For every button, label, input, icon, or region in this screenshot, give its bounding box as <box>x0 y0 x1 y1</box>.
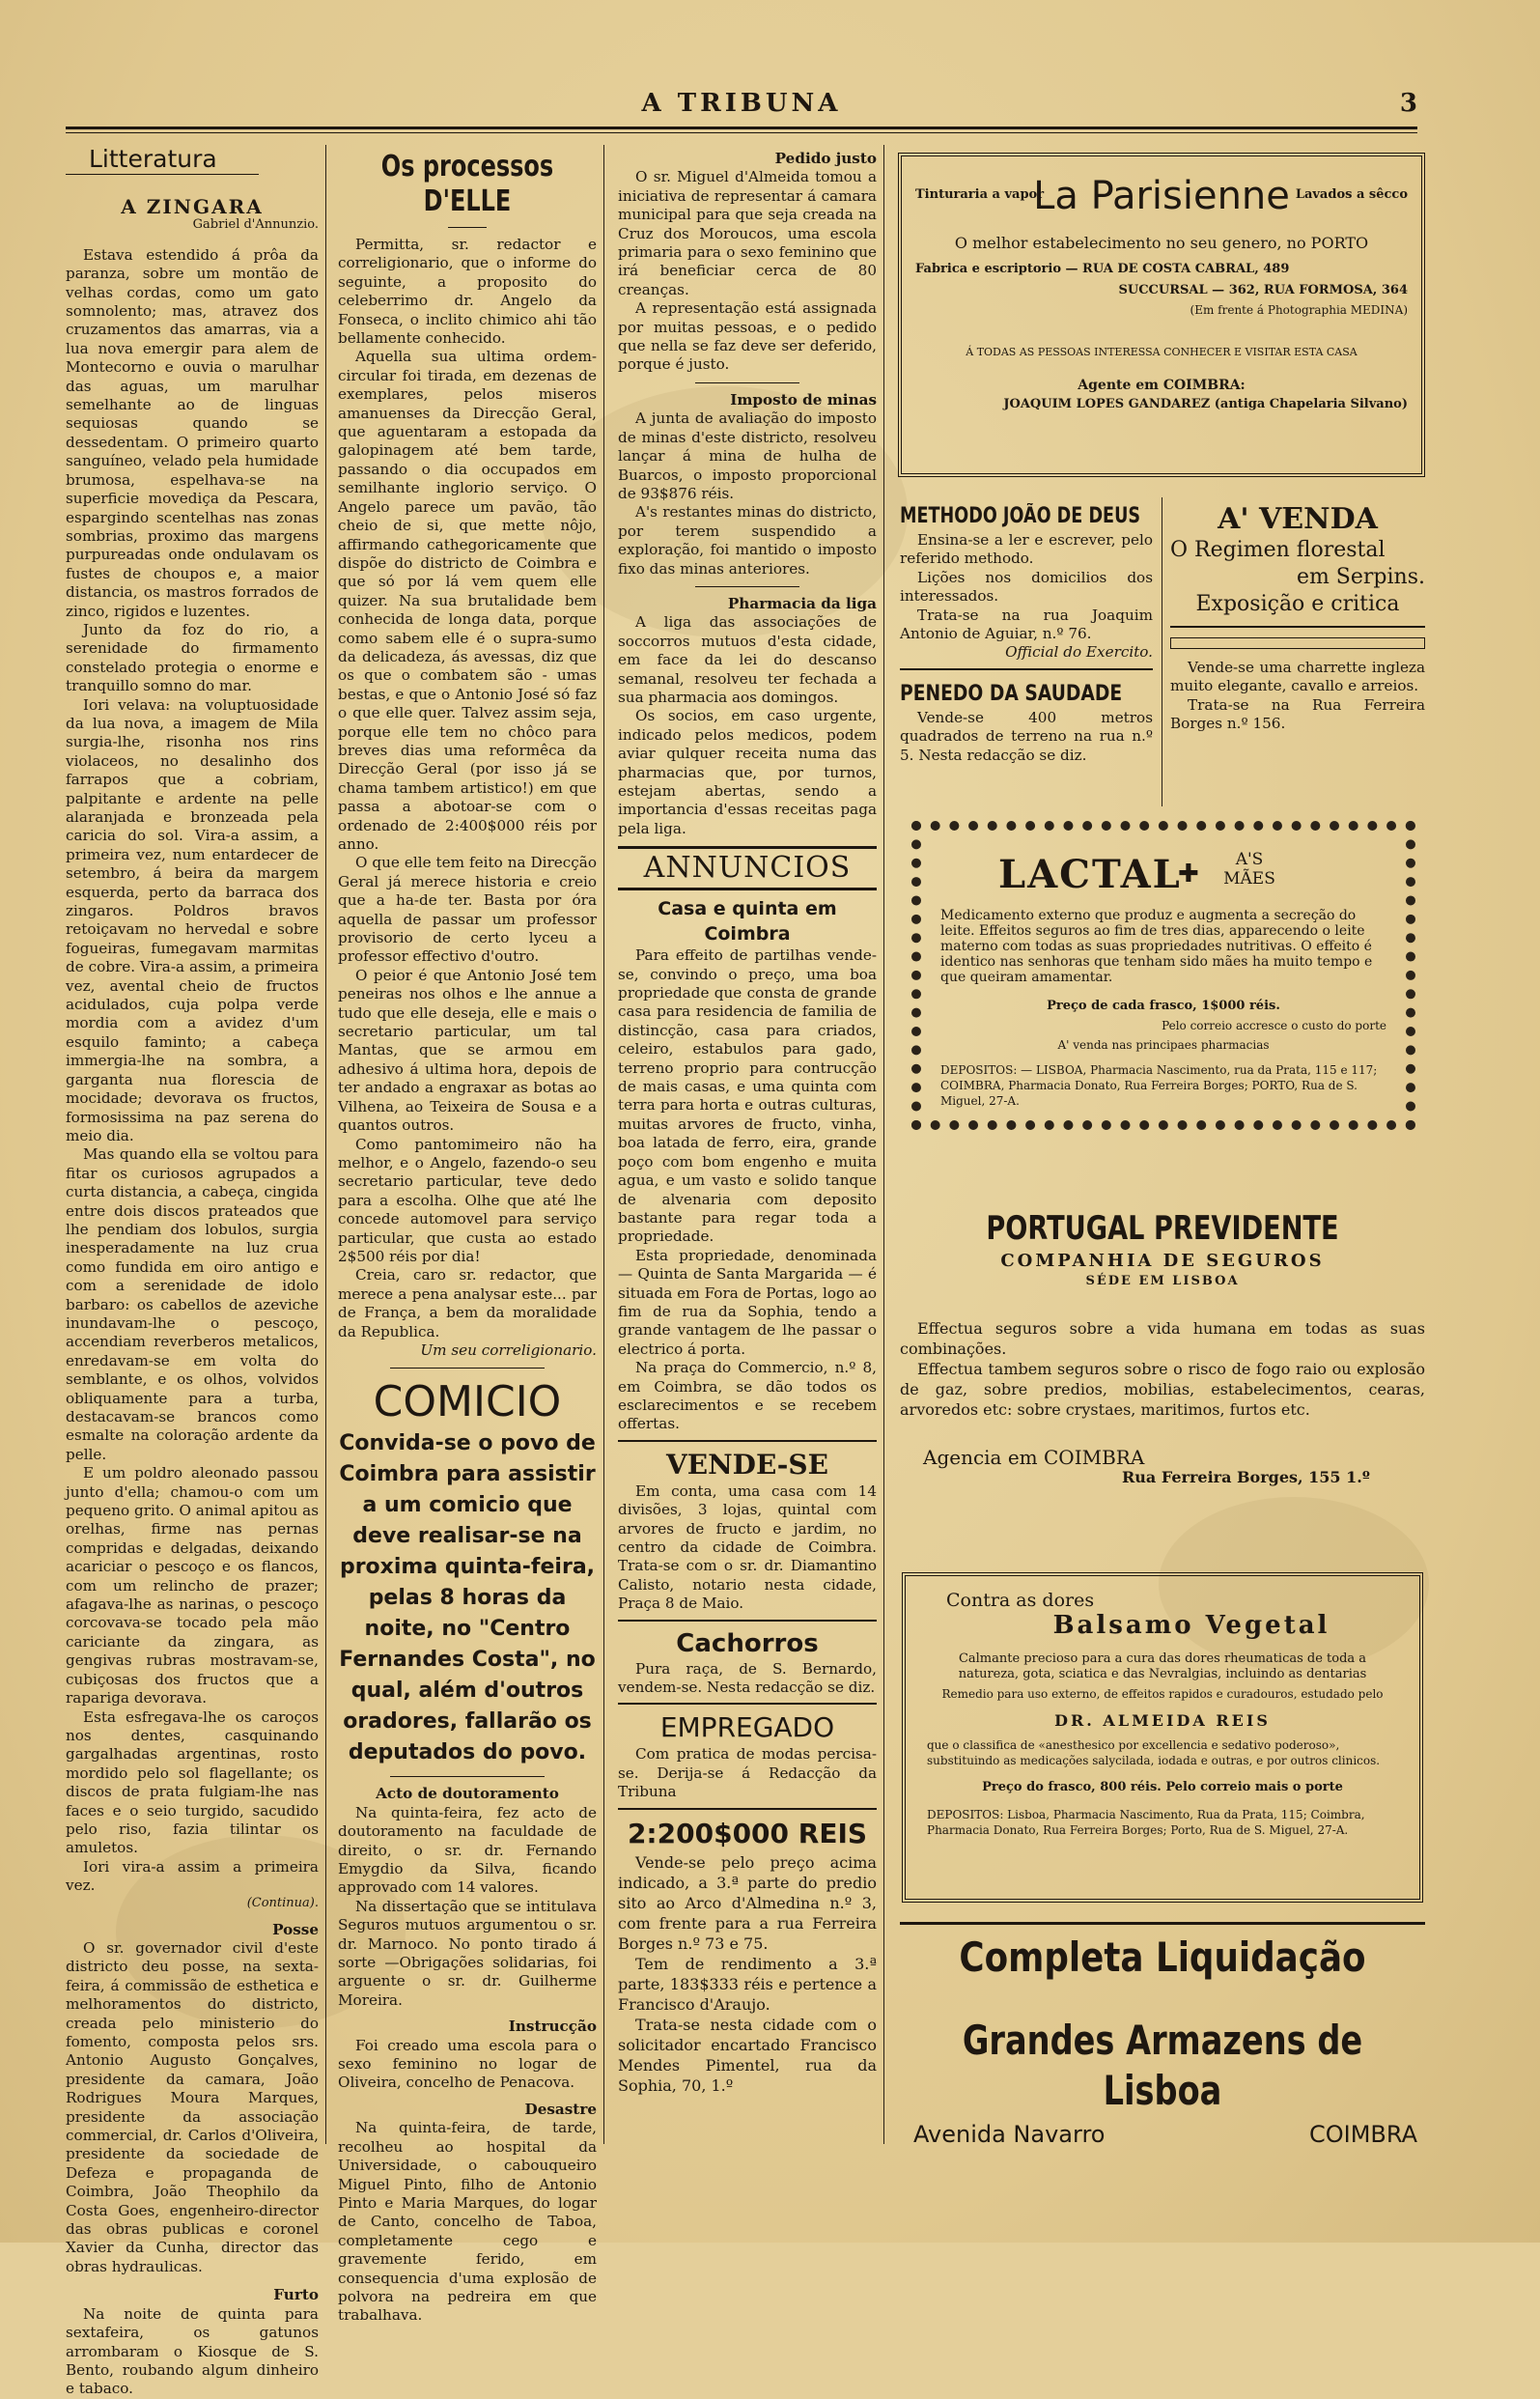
lactal-name: LACTAL <box>998 852 1182 897</box>
reis-text: Tem de rendimento a 3.ª parte, 183$333 réis e pertence a Francisco d'Araujo. <box>618 1954 877 2014</box>
previdente-text: Effectua seguros sobre a vida humana em todas as suas combinações. <box>900 1319 1425 1359</box>
cachorros-text: Pura raça, de S. Bernardo, vendem-se. Nesta redacção se diz. <box>618 1659 877 1697</box>
pedido-text: O sr. Miguel d'Almeida tomou a iniciativa de representar á camara municipal para que seja creada na Cruz dos Moroucos, uma escola primaria para o sexo feminino que irá beneficiar cerca de 80 creanças. <box>618 168 877 298</box>
comicio-text: Convida-se o povo de Coimbra para assistir a um comicio que deve realisar-se na proxima quinta-feira, pelas 8 horas da noite, no "Centro Fernandes Costa", no qual, além d'outros oradores, fallarão os deputados do povo. <box>339 1431 596 1765</box>
divider-thick <box>900 1922 1425 1925</box>
reis-text: Vende-se pelo preço acima indicado, a 3.ª parte do predio sito ao Arco d'Almedina n.º 3, com frente para a rua Ferreira Borges n.º 73 e 75. <box>618 1852 877 1953</box>
section-title: Litteratura <box>89 145 217 173</box>
acto-text: Na dissertação que se intitulava Seguros mutuos argumentou o sr. dr. Marnoco. No ponto tirado á sorte —Obrigações solidarias, foi arguente o sr. dr. Guilherme Moreira. <box>338 1897 597 2009</box>
story-author: Gabriel d'Annunzio. <box>192 216 319 232</box>
ad-methodo <box>900 502 1153 765</box>
posse-title: Posse <box>272 1920 319 1938</box>
previdente-address: Rua Ferreira Borges, 155 1.º <box>1122 1467 1370 1486</box>
casa-text: Na praça do Commercio, n.º 8, em Coimbra, se dão todos os esclarecimentos e se recebem offertas. <box>618 1359 877 1433</box>
methodo-text: Lições nos domicilios dos interessados. <box>900 568 1153 606</box>
balsamo-doctor: DR. ALMEIDA REIS <box>1054 1711 1271 1730</box>
column-litteratura <box>66 145 319 2399</box>
acto-title: Acto de doutoramento <box>376 1785 559 1803</box>
previdente-text: Effectua tambem seguros sobre o risco de fogo raio ou explosão de gaz, sobre predios, mobilias, estabelecimentos, cearas, arvoredos etc: sobre crystaes, maritimos, furtos etc. <box>900 1360 1425 1420</box>
penedo-title: PENEDO DA SAUDADE <box>900 681 1123 706</box>
divider <box>618 1620 877 1622</box>
lactal-price: Preço de cada frasco, 1$000 réis. <box>1047 999 1280 1013</box>
divider <box>900 668 1153 670</box>
parisienne-left: Tinturaria a vapor <box>915 187 1045 202</box>
column-rule <box>603 145 604 2144</box>
vende-title: VENDE-SE <box>666 1448 828 1481</box>
pedido-text: A representação está assignada por muitas pessoas, e o pedido que nella se faz deve ser deferido, porque é justo. <box>618 299 877 374</box>
penedo-text: Vende-se 400 metros quadrados de terreno na rua n.º 5. Nesta redacção se diz. <box>900 708 1153 764</box>
balsamo-text: que o classifica de «anesthesico por excellencia e sedativo poderoso», substituindo as medicações salycilada, iodada e outras, e por outros clinicos. <box>927 1738 1381 1767</box>
parisienne-right: Lavados a sêcco <box>1295 187 1408 202</box>
furto-title: Furto <box>273 2286 319 2304</box>
lactal-cross-icon: ✚ <box>1178 860 1199 889</box>
story-paragraph: E um poldro aleonado passou junto d'ella; chamou-o com um pequeno grito. O animal apitou as orelhas, firme nas pernas compridas e delgadas, deixando acariciar o pescoço e os flancos, com um relincho de prazer; afagava-lhe as narinas, o pescoço corcovava-se tocado pela mão cariciante da zingara, as gengivas rubras mostravam-se, cubiçosas dos fructos que a rapariga devorava. <box>66 1464 319 1708</box>
divider <box>390 1776 546 1777</box>
divider <box>695 382 798 383</box>
article-paragraph: O peior é que Antonio José tem peneiras nos olhos e lhe annue a tudo que elle deseja, elle e mais o secretario particular, um tal Mantas, que se armou em adhesivo á ultima hora, depois de ter andado a engraxar as botas ao Vilhena, ao Teixeira de Sousa e a quantos outros. <box>338 966 597 1135</box>
balsamo-text: Calmante precioso para a cura das dores rheumaticas de toda a natureza, gota, sciatica e das Nevralgias, incluindo as dentarias <box>958 1651 1367 1681</box>
parisienne-name: La Parisienne <box>1033 174 1290 218</box>
divider <box>695 586 798 587</box>
page-header <box>66 89 1417 120</box>
instruccao-text: Foi creado uma escola para o sexo feminino no logar de Oliveira, concelho de Penacova. <box>338 2036 597 2092</box>
desastre-text: Na quinta-feira, de tarde, recolheu ao hospital da Universidade, o cabouqueiro Miguel Pinto, filho de Antonio Pinto e Maria Marques, do logar de Canto, concelho de Taboa, completamente cego e gravemente ferido, em consequencia d'uma explosão de polvora na pedreira em que trabalhava. <box>338 2119 597 2325</box>
newspaper-title: A TRIBUNA <box>641 89 842 118</box>
previdente-agency: Agencia em COIMBRA <box>923 1446 1145 1470</box>
story-paragraph: Iori vira-a assim a primeira vez. <box>66 1857 319 1895</box>
ad-a-venda <box>1170 502 1425 734</box>
story-continues: (Continua). <box>246 1895 319 1910</box>
avenda-title: A' VENDA <box>1218 502 1378 536</box>
desastre-title: Desastre <box>524 2100 597 2118</box>
article-paragraph: Permitta, sr. redactor e correligionario, que o informe do seguinte, a proposito do celeberrimo dr. Angelo da Fonseca, o inclito chimico ahi tão bellamente conhecido. <box>338 236 597 348</box>
divider <box>618 1440 877 1442</box>
cachorros-title: Cachorros <box>676 1628 819 1658</box>
charrette-text: Trata-se na Rua Ferreira Borges n.º 156. <box>1170 695 1425 733</box>
column-rule <box>883 145 884 2144</box>
casa-title: Casa e quinta em Coimbra <box>658 898 837 945</box>
methodo-text: Ensina-se a ler e escrever, pelo referido methodo. <box>900 531 1153 568</box>
ad-la-parisienne <box>898 153 1425 477</box>
methodo-text: Trata-se na rua Joaquim Antonio de Aguiar, n.º 76. <box>900 606 1153 643</box>
divider <box>390 1368 546 1369</box>
liquidacao-title: Completa Liquidação <box>959 1933 1366 1981</box>
header-rule-thin <box>66 132 1417 133</box>
pharmacia-text: Os socios, em caso urgente, indicado pelos medicos, podem aviar qulquer receita numa das pharmacias que, por turnos, estejam abertas, sendo a importancia d'essas receitas paga pela liga. <box>618 707 877 837</box>
story-paragraph: Mas quando ella se voltou para fitar os curiosos agrupados a curta distancia, a cabeça, cingida entre dois discos prateados que lhe pendiam dos lobulos, surgia inesperadamente na luz crua como fundida em oiro antigo e com a serenidade de idolo barbaro: os cabellos de azeviche inundavam-lhe o pescoço, accendiam reverberos metalicos, enredavam-se em volta do semblante, e os olhos, volvidos obliquamente para a turba, destacavam-se brancos como esmalte na coloração ardente da pelle. <box>66 1145 319 1463</box>
instruccao-title: Instrucção <box>508 2018 597 2036</box>
balsamo-title: Balsamo Vegetal <box>1052 1611 1330 1640</box>
column-noticias <box>618 150 877 2096</box>
armazens-title: Grandes Armazens de Lisboa <box>962 2017 1363 2114</box>
imposto-text: A's restantes minas do districto, por terem suspendido a exploração, foi mantido o imposto fixo das minas anteriores. <box>618 503 877 578</box>
page-number: 3 <box>1399 89 1417 118</box>
balsamo-depositos: DEPOSITOS: Lisboa, Pharmacia Nascimento, Rua da Prata, 115; Coimbra, Pharmacia Donato, Rua Ferreira Borges; Porto, Rua de S. Miguel, 27-A. <box>927 1808 1365 1837</box>
acto-text: Na quinta-feira, fez acto de doutoramento na faculdade de direito, o sr. dr. Fernando Emygdio da Silva, ficando approvado com 14 valores. <box>338 1803 597 1897</box>
parisienne-line7: JOAQUIM LOPES GANDAREZ (antiga Chapelaria Silvano) <box>1003 397 1408 411</box>
article-paragraph: Creia, caro sr. redactor, que merece a pena analysar este... par de França, a bem da moralidade da Republica. <box>338 1266 597 1341</box>
story-title: A ZINGARA <box>121 195 264 219</box>
furto-text: Na noite de quinta para sextafeira, os gatunos arrombaram o Kiosque de S. Bento, roubando algum dinheiro e tabaco. <box>66 2304 319 2398</box>
empregado-text: Com pratica de modas percisa-se. Derija-se á Redacção da Tribuna <box>618 1745 877 1801</box>
comicio-title: COMICIO <box>373 1377 562 1427</box>
lactal-sub: A'S MÃES <box>1223 850 1275 889</box>
lactal-depositos: DEPOSITOS: — LISBOA, Pharmacia Nascimento, rua da Prata, 115 e 117; COIMBRA, Pharmacia Donato, Rua Ferreira Borges; PORTO, Rua de S. Miguel, 27-A. <box>940 1063 1378 1108</box>
avenda-line2: em Serpins. <box>1296 565 1425 589</box>
divider <box>618 1808 877 1810</box>
imposto-text: A junta de avaliação do imposto de minas d'este districto, resolveu lançar á mina de hulha de Buarcos, o imposto proporcional de 93$876 réis. <box>618 409 877 502</box>
parisienne-line6: Agente em COIMBRA: <box>1078 378 1246 393</box>
lactal-text: Medicamento externo que produz e augmenta a secreção do leite. Effeitos seguros ao fim de tres dias, apparecendo o leite materno com todas as suas propriedades nutritivas. O effeito é identico nas senhoras que tenham sido mães ha muito tempo e que queiram amamentar. <box>940 908 1373 985</box>
previdente-subtitle: COMPANHIA DE SEGUROS <box>1000 1251 1325 1271</box>
pedido-title: Pedido justo <box>774 150 877 167</box>
balsamo-price: Preço do frasco, 800 réis. Pelo correio mais o porte <box>982 1780 1343 1794</box>
story-paragraph: Iori velava: na voluptuosidade da lua nova, a imagem de Mila surgia-lhe, risonha nos rins violaceos, no desalinho dos farrapos que a cobriam, palpitante e ardente na pelle alaranjada e bronzeada pela caricia do sol. Vira-a assim, a primeira vez, num entardecer de setembro, á beira da margem esquerda, perto da barraca dos zingaros. Poldros bravos retoiçavam no hervedal e sobre fogueiras, fumegavam marmitas de cobre. Vira-a assim, a primeira vez, avental cheio de fructos acidulados, cuja polpa verde mordia com a avidez d'um esquilo faminto; a cabeça immergia-lhe na sombra, a garganta nua florescia de mocidade; devorava os fructos, formosissima na paz serena do meio dia. <box>66 695 319 1144</box>
header-rule <box>66 127 1417 129</box>
imposto-title: Imposto de minas <box>730 390 877 409</box>
ad-balsamo-vegetal <box>902 1572 1423 1903</box>
posse-text: O sr. governador civil d'este districto deu posse, na sexta-feira, á commissão de esthetica e melhoramentos do districto, creada pelo ministerio do fomento, composta pelos srs. Antonio Augusto Gonçalves, presidente da camara, João Rodrigues Moura Marques, presidente da associação commercial, dr. Carlos d'Oliveira, presidente da sociedade de Defeza e propaganda de Coimbra, João Theophilo da Costa Goes, engenheiro-director das obras publicas e coronel Xavier da Cunha, director das obras hydraulicas. <box>66 1938 319 2275</box>
story-paragraph: Junto da foz do rio, a serenidade do firmamento constelado protegia o enorme e tranquillo somno do mar. <box>66 620 319 695</box>
divider-thick <box>618 888 877 890</box>
reis-title: 2:200$000 REIS <box>627 1817 868 1849</box>
avenda-line1: O Regimen florestal <box>1170 538 1386 562</box>
column-rule <box>325 145 326 2144</box>
balsamo-text: Remedio para uso externo, de effeitos rapidos e curadouros, estudado pelo <box>941 1687 1384 1701</box>
article-title: Os processos D'ELLE <box>380 150 554 218</box>
parisienne-line2: Fabrica e escriptorio — RUA DE COSTA CABRAL, 489 <box>915 262 1290 276</box>
casa-text: Esta propriedade, denominada — Quinta de Santa Margarida — é situada em Fora de Portas, logo ao fim de rua da Sophia, tendo a grande vantagem de lhe passar o electrico á porta. <box>618 1246 877 1358</box>
annuncios-title: ANNUNCIOS <box>643 851 852 886</box>
divider <box>66 174 259 175</box>
parisienne-line5: Á TODAS AS PESSOAS INTERESSA CONHECER E VISITAR ESTA CASA <box>966 346 1358 358</box>
parisienne-line4: (Em frente á Photographia MEDINA) <box>1190 303 1408 317</box>
story-paragraph: Estava estendido á prôa da paranza, sobre um montão de velhas cordas, como um gato somnolento; mas, atravez dos cruzamentos das amarras, via a lua nova emergir para alem de Montecorno e ouvia o marulhar das aguas, um marulhar semelhante ao de linguas sequiosas quando se dessedentam. O primeiro quarto sanguíneo, velado pela humidade brumosa, espelhava-se na superficie movediça da Pescara, espargindo scentelhas nas zonas sombrias, proximo das margens purpureadas onde ondulavam os fustes de choupos e, a maior distancia, os mastros forrados de zinco, rigidos e luzentes. <box>66 245 319 620</box>
lactal-post: Pelo correio accresce o custo do porte <box>1162 1019 1386 1032</box>
reis-text: Trata-se nesta cidade com o solicitador encartado Francisco Mendes Pimentel, rua da Sophia, 70, 1.º <box>618 2015 877 2095</box>
article-paragraph: Aquella sua ultima ordem-circular foi tirada, em dezenas de exemplares, pelos miseros amanuenses da Direcção Geral, que aguentaram a estopada da galopinagem até bem tarde, passando o dia occupados em semilhante inglorio serviço. O Angelo parece um pavão, tão cheio de si, que mette nôjo, affirmando cathegoricamente que dispõe do districto de Coimbra e que só por lá vem quem elle quizer. Na sua brutalidade bem conhecida de longa data, porque como sabem elle é o supra-sumo da delicadeza, ás avessas, diz que os que o combatem são - umas bestas, e que o Antonio José só faz o que elle quer. Talvez assim seja, porque elle tem no chôco para breves dias uma reformêca da Direcção Geral (por isso já se chama tambem artistico!) em que passa a abotoar-se com o ordenado de 2:400$000 réis por anno. <box>338 348 597 853</box>
armazens-city: COIMBRA <box>1308 2121 1417 2148</box>
previdente-title: PORTUGAL PREVIDENTE <box>986 1209 1339 1248</box>
methodo-sign: Official do Exercito. <box>1005 643 1153 662</box>
methodo-title: METHODO JOÃO DE DEUS <box>900 504 1141 528</box>
pharmacia-title: Pharmacia da liga <box>727 594 877 612</box>
vende-text: Em conta, uma casa com 14 divisões, 3 lojas, quintal com arvores de fructo e jardim, no centro da cidade de Coimbra. Trata-se com o sr. dr. Diamantino Calisto, notario nesta cidade, Praça 8 de Maio. <box>618 1482 877 1613</box>
article-signature: Um seu correligionario. <box>420 1341 597 1359</box>
divider <box>448 227 487 228</box>
story-paragraph: Esta esfregava-lhe os caroços nos dentes, casquinando gargalhadas argentinas, rosto mordido pelo sol flagellante; os discos de prata fulgiam-lhe nas faces e o seio turgido, sacudido pelo riso, fazia tilintar os amuletos. <box>66 1708 319 1857</box>
previdente-sede: SÉDE EM LISBOA <box>1085 1274 1240 1289</box>
lactal-sale: A' venda nas principaes pharmacias <box>1057 1038 1270 1052</box>
charrette-text: Vende-se uma charrette ingleza muito elegante, cavallo e arreios. <box>1170 659 1425 695</box>
parisienne-line1: O melhor estabelecimento no seu genero, no PORTO <box>954 234 1369 252</box>
ad-lactal <box>911 821 1415 1130</box>
divider <box>1170 626 1425 628</box>
ad-portugal-previdente <box>900 1207 1425 1486</box>
casa-text: Para effeito de partilhas vende-se, convindo o preço, uma boa propriedade que consta de grande casa para residencia de familia de distincção, casa para criados, celeiro, estabulos para gado, terreno proprio para contrucção de mais casas, e uma quinta com terra para horta e outras culturas, muitas arvores de fructo, vinha, boa latada de ferro, eira, grande poço com bom engenho e muita agua, e um vasto e solido tanque de alvenaria com deposito bastante para regar toda a propriedade. <box>618 946 877 1246</box>
pharmacia-text: A liga das associações de soccorros mutuos d'esta cidade, em face da lei do descanso semanal, resolveu ter fechada a sua pharmacia aos domingos. <box>618 613 877 706</box>
parisienne-line3: SUCCURSAL — 362, RUA FORMOSA, 364 <box>1118 283 1408 297</box>
divider-box <box>1170 637 1425 649</box>
ad-liquidacao <box>900 1922 1425 2159</box>
avenda-line3: Exposição e critica <box>1195 592 1400 616</box>
armazens-address: Avenida Navarro <box>913 2121 1106 2148</box>
article-paragraph: Como pantomimeiro não ha melhor, e o Angelo, fazendo-o seu secretario particular, teve dedo para a escolha. Olhe que até lhe concede automovel para serviço particular, que custa ao estado 2$500 réis por dia! <box>338 1135 597 1265</box>
article-paragraph: O que elle tem feito na Direcção Geral já merece historia e creio que a ha-de ter. Basta por óra aquella de passar um professor provisorio de certo lyceu a professor effectivo d'outro. <box>338 854 597 966</box>
column-processos <box>338 150 597 2326</box>
divider <box>618 1703 877 1705</box>
empregado-title: EMPREGADO <box>659 1711 835 1744</box>
balsamo-pre: Contra as dores <box>946 1590 1095 1611</box>
